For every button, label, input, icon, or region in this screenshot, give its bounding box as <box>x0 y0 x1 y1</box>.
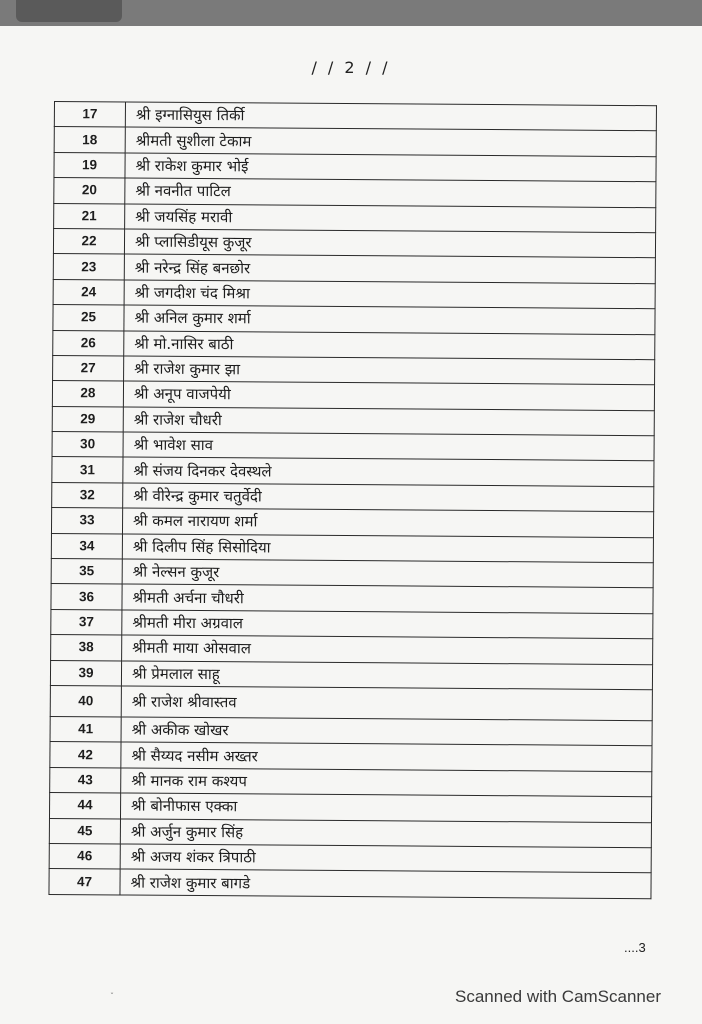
table-row <box>54 203 656 233</box>
page-number: / / 2 / / <box>311 58 391 77</box>
person-name: श्री राकेश कुमार भोई <box>125 153 656 182</box>
table-row <box>53 305 655 335</box>
person-name: श्रीमती अर्चना चौधरी <box>122 584 653 613</box>
table-row <box>50 767 652 797</box>
person-name: श्री सैय्यद नसीम अख्तर <box>121 742 652 771</box>
serial-number: 21 <box>54 203 125 229</box>
person-name: श्री अजय शंकर त्रिपाठी <box>120 844 651 873</box>
table-row <box>52 432 654 462</box>
table-row <box>54 102 656 132</box>
person-name: श्री इग्नासियुस तिर्की <box>125 102 656 131</box>
table-row <box>54 127 656 157</box>
table-row <box>52 457 654 487</box>
serial-number: 44 <box>49 793 120 819</box>
table-row <box>53 355 655 385</box>
table-row <box>49 793 651 823</box>
table-row <box>52 406 654 436</box>
table-row <box>51 609 653 639</box>
person-name: श्री भावेश साव <box>123 432 654 461</box>
serial-number: 26 <box>53 330 124 356</box>
serial-number: 33 <box>51 508 122 534</box>
table-row <box>51 533 653 563</box>
serial-number: 28 <box>52 381 123 407</box>
person-name: श्रीमती मीरा अग्रवाल <box>122 610 653 639</box>
continuation-marker: ....3 <box>624 940 646 955</box>
scanner-page-tab <box>16 0 122 22</box>
person-name: श्री नरेन्द्र सिंह बनछोर <box>124 254 655 283</box>
serial-number: 19 <box>54 152 125 178</box>
serial-number: 46 <box>49 843 120 869</box>
person-name: श्री वीरेन्द्र कुमार चतुर्वेदी <box>123 483 654 512</box>
serial-number: 45 <box>49 818 120 844</box>
serial-number: 29 <box>52 406 123 432</box>
serial-number: 38 <box>51 635 122 661</box>
table-row <box>53 330 655 360</box>
serial-number: 37 <box>51 609 122 635</box>
serial-number: 20 <box>54 178 125 204</box>
serial-number: 23 <box>53 254 124 280</box>
person-name: श्री जयसिंह मरावी <box>125 204 656 233</box>
serial-number: 35 <box>51 559 122 585</box>
person-name: श्री प्लासिडीयूस कुजूर <box>124 229 655 258</box>
table-row <box>49 843 651 873</box>
serial-number: 32 <box>52 482 123 508</box>
table-row <box>50 660 652 690</box>
person-name: श्री जगदीश चंद मिश्रा <box>124 280 655 309</box>
person-name: श्री प्रेमलाल साहू <box>121 661 652 690</box>
person-name: श्री राजेश श्रीवास्तव <box>121 686 652 721</box>
table-row <box>54 178 656 208</box>
serial-number: 31 <box>52 457 123 483</box>
table-row <box>50 716 652 746</box>
scanner-watermark: Scanned with CamScanner <box>455 987 662 1006</box>
scan-speck: ˇ <box>110 992 114 1001</box>
serial-number: 36 <box>51 584 122 610</box>
table-row <box>53 254 655 284</box>
serial-number: 34 <box>51 533 122 559</box>
person-name: श्री अनिल कुमार शर्मा <box>124 305 655 334</box>
person-name: श्री संजय दिनकर देवस्थले <box>123 457 654 486</box>
table-row <box>50 685 652 720</box>
person-name: श्री नवनीत पाटिल <box>125 178 656 207</box>
serial-number: 43 <box>50 767 121 793</box>
table-row <box>51 584 653 614</box>
person-name: श्री मो.नासिर बाठी <box>124 331 655 360</box>
table-row <box>51 635 653 665</box>
person-name: श्री मानक राम कश्यप <box>121 768 652 797</box>
table-row <box>52 381 654 411</box>
serial-number: 47 <box>49 869 120 895</box>
serial-number: 25 <box>53 305 124 331</box>
serial-number: 39 <box>50 660 121 686</box>
person-name: श्री राजेश कुमार झा <box>124 356 655 385</box>
person-name: श्री राजेश कुमार बागडे <box>120 869 651 898</box>
name-list-table <box>48 101 657 899</box>
table-row <box>49 818 651 848</box>
person-name: श्रीमती सुशीला टेकाम <box>125 127 656 156</box>
table-row <box>54 152 656 182</box>
serial-number: 30 <box>52 432 123 458</box>
person-name: श्री कमल नारायण शर्मा <box>122 508 653 537</box>
serial-number: 27 <box>53 355 124 381</box>
person-name: श्री राजेश चौधरी <box>123 407 654 436</box>
table-row <box>49 869 651 899</box>
serial-number: 18 <box>54 127 125 153</box>
table-row <box>53 228 655 258</box>
serial-number: 42 <box>50 742 121 768</box>
person-name: श्री बोनीफास एक्का <box>120 793 651 822</box>
serial-number: 22 <box>53 228 124 254</box>
person-name: श्रीमती माया ओसवाल <box>122 635 653 664</box>
person-name: श्री दिलीप सिंह सिसोदिया <box>122 534 653 563</box>
person-name: श्री अनूप वाजपेयी <box>123 381 654 410</box>
serial-number: 17 <box>54 102 125 128</box>
person-name: श्री नेल्सन कुजूर <box>122 559 653 588</box>
table-row <box>52 482 654 512</box>
person-name: श्री अकीक खोखर <box>121 717 652 746</box>
table-row <box>50 742 652 772</box>
serial-number: 40 <box>50 685 121 716</box>
table-row <box>51 508 653 538</box>
person-name: श्री अर्जुन कुमार सिंह <box>120 819 651 848</box>
table-row <box>51 559 653 589</box>
serial-number: 41 <box>50 716 121 742</box>
serial-number: 24 <box>53 279 124 305</box>
table-row <box>53 279 655 309</box>
